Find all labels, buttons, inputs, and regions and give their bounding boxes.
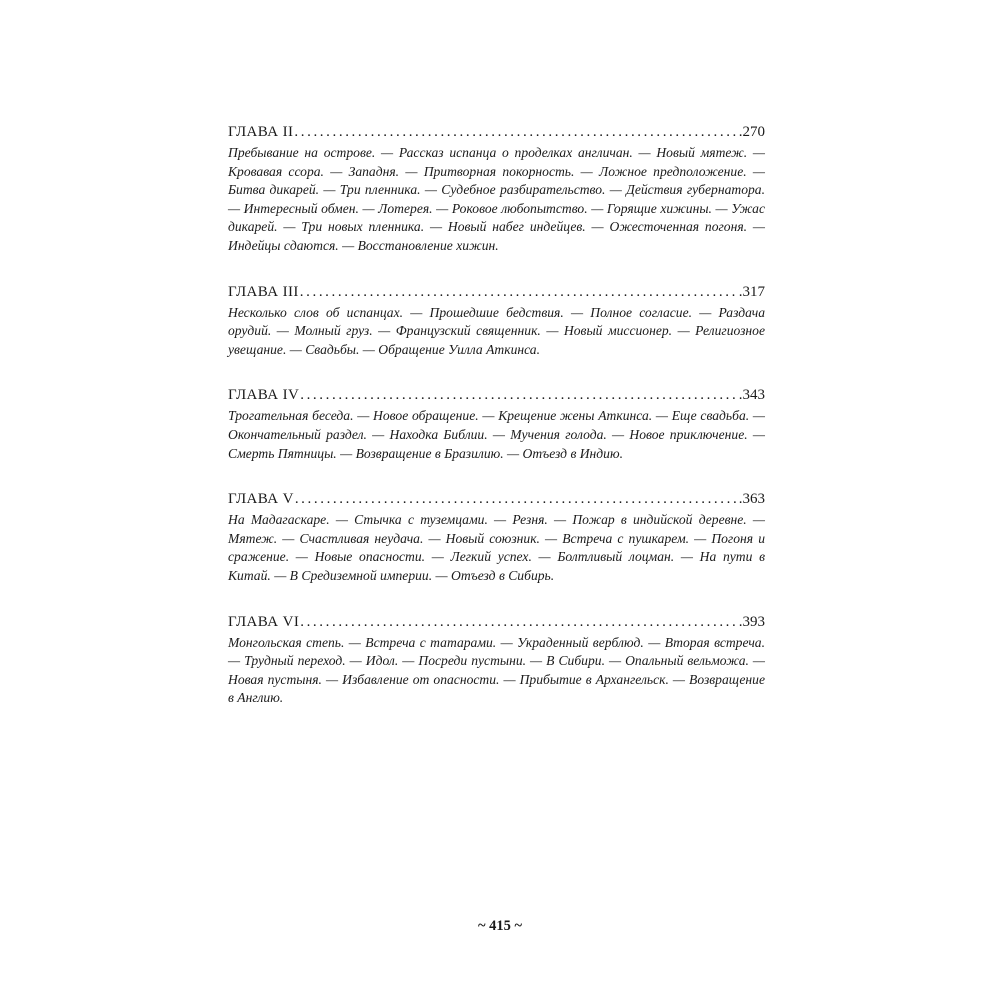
chapter-title: ГЛАВА III xyxy=(228,283,299,300)
dot-leader xyxy=(300,282,738,302)
dot-leader xyxy=(300,612,738,632)
chapter-entry-4 xyxy=(228,385,765,463)
table-of-contents xyxy=(228,122,765,734)
chapter-title: ГЛАВА V xyxy=(228,491,294,508)
dot-leader xyxy=(300,385,738,405)
chapter-title: ГЛАВА IV xyxy=(228,387,300,404)
chapter-entry-3 xyxy=(228,282,765,360)
dot-leader xyxy=(295,489,738,509)
chapter-summary: Монгольская степь. — Встреча с татарами. — Украденный верблюд. — Вторая встреча. — Трудный переход. — Идол. — Посреди пустыни. — В Сибири. — Опальный вельможа. — Новая пустыня. — Избавление от опасности. — Прибытие в Архангельск. — Возвращение в Англию. xyxy=(228,634,765,706)
chapter-title: ГЛАВА II xyxy=(228,124,294,140)
chapter-heading xyxy=(228,122,765,142)
dot-leader xyxy=(294,122,737,142)
chapter-heading xyxy=(228,385,765,405)
chapter-summary: На Мадагаскаре. — Стычка с туземцами. — Резня. — Пожар в индийской деревне. — Мятеж. — Счастливая неудача. — Новый союзник. — Встреча с пушкарем. — Погоня и сражение. — Новые опасности. — Легкий успех. — Болтливый лоцман. — На пути в Китай. — В Средиземной империи. — Отъезд в Сибирь. xyxy=(228,512,765,583)
chapter-page-number: .270 xyxy=(738,124,765,140)
chapter-page-number: .393 xyxy=(738,613,765,630)
chapter-entry-6 xyxy=(228,612,765,708)
chapter-summary: Несколько слов об испанцах. — Прошедшие бедствия. — Полное согласие. — Раздача орудий. — Молный груз. — Французский священник. — Новый миссионер. — Религиозное увещание. — Свадьбы. — Обращение Уилла Аткинса. xyxy=(228,304,765,357)
chapter-heading xyxy=(228,612,765,632)
chapter-summary: Пребывание на острове. — Рассказ испанца о проделках англичан. — Новый мятеж. — Кровавая ссора. — Западня. — Притворная покорность. — Ложное предположение. — Битва дикарей. — Три пленника. — Судебное разбирательство. — Действия губернатора. — Интересный обмен. — Лотерея. — Роковое любопытство. — Горящие хижины. — Ужас дикарей. — Три новых пленника. — Новый набег индейцев. — Ожесточенная погоня. — Индейцы сдаются. — Восстановление хижин. xyxy=(228,145,765,253)
chapter-page-number: .317 xyxy=(738,283,765,300)
chapter-title: ГЛАВА VI xyxy=(228,613,300,630)
page-number: ~ 415 ~ xyxy=(477,918,523,934)
chapter-summary: Трогательная беседа. — Новое обращение. — Крещение жены Аткинса. — Еще свадьба. — Окончательный раздел. — Находка Библии. — Мучения голода. — Новое приключение. — Смерть Пятницы. — Возвращение в Бразилию. — Отъезд в Индию. xyxy=(228,408,765,461)
chapter-heading xyxy=(228,282,765,302)
chapter-page-number: .363 xyxy=(738,491,765,508)
chapter-entry-2 xyxy=(228,122,765,256)
chapter-heading xyxy=(228,489,765,509)
chapter-entry-5 xyxy=(228,489,765,585)
chapter-page-number: .343 xyxy=(738,387,765,404)
